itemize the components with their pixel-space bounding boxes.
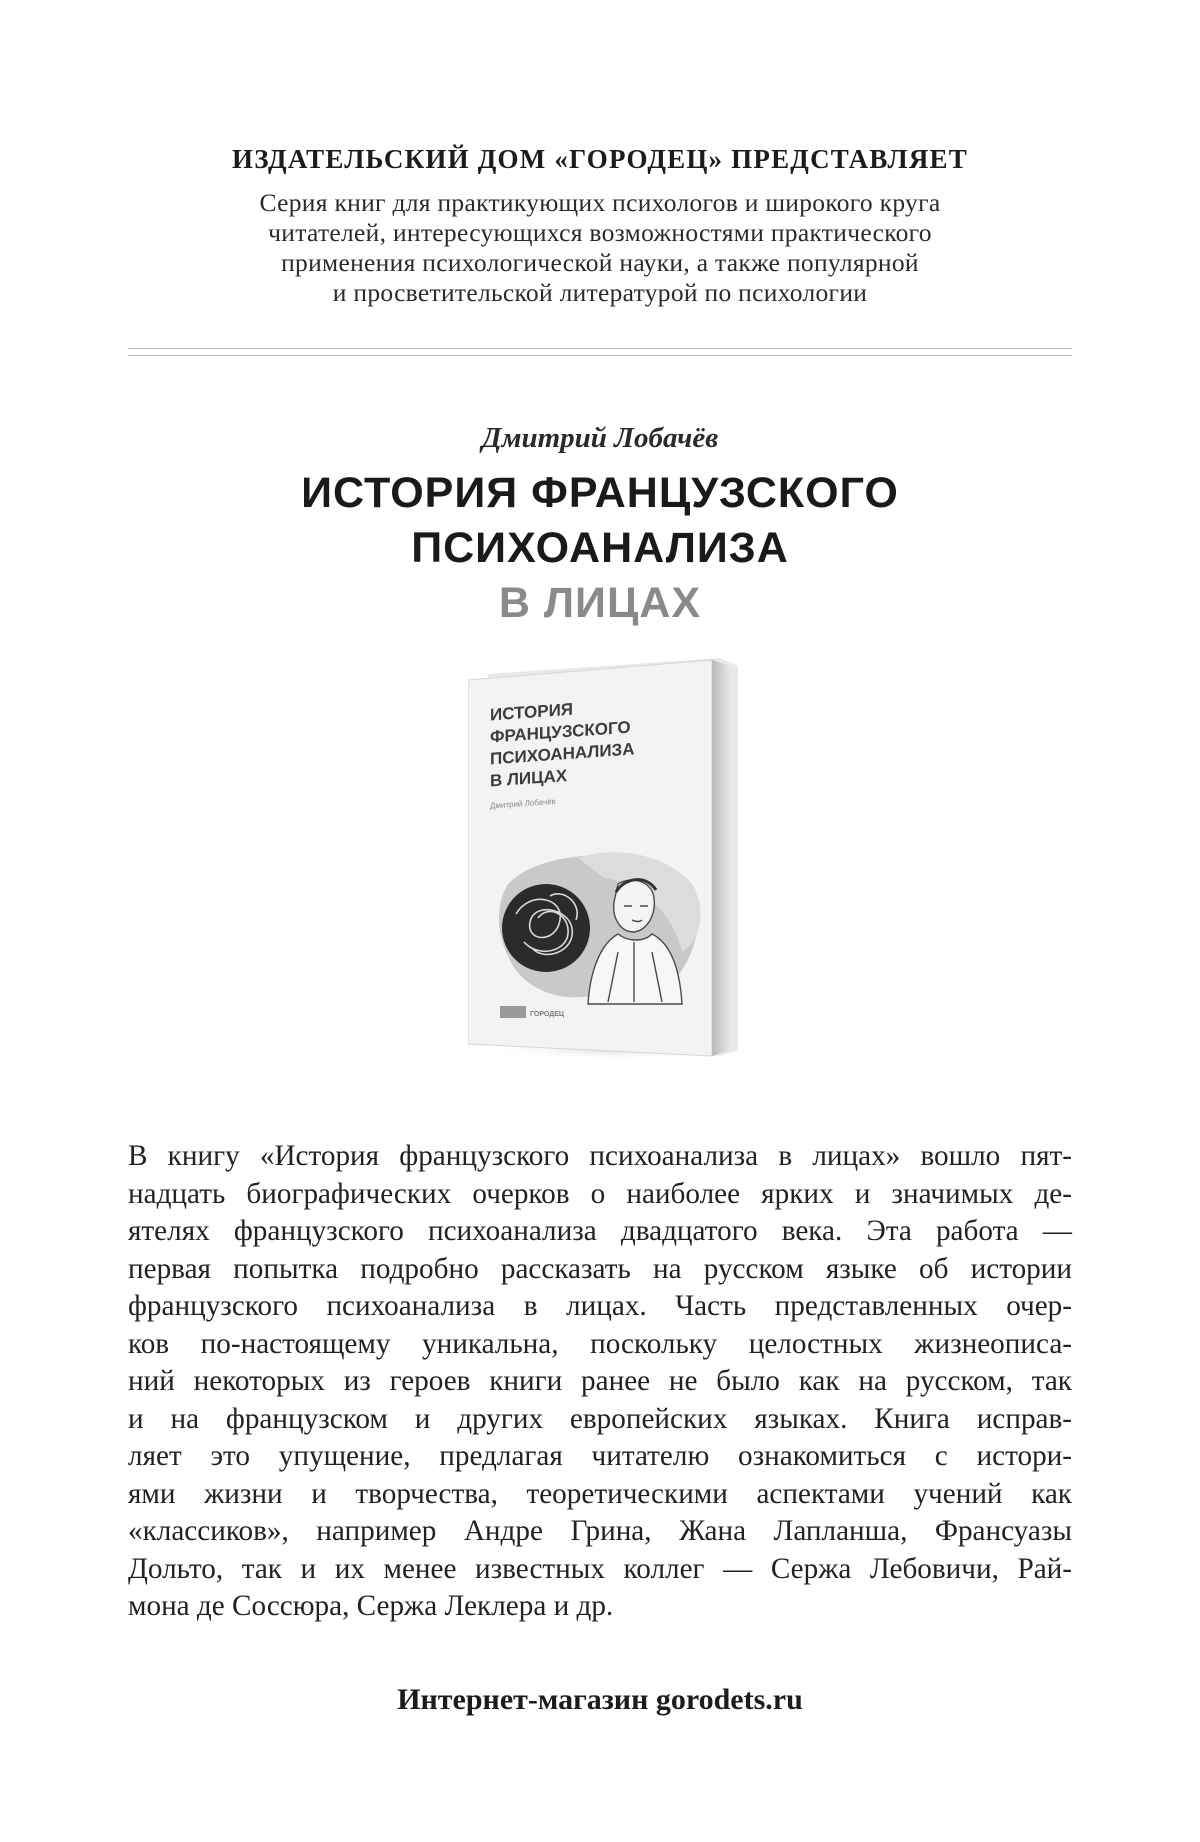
cover-title-line: ИСТОРИЯ	[490, 699, 574, 725]
description-line: ков по-настоящему уникальна, поскольку целостных жизнеописа-	[128, 1327, 1072, 1360]
book-title	[120, 466, 1080, 631]
publisher-header: ИЗДАТЕЛЬСКИЙ ДОМ «ГОРОДЕЦ» ПРЕДСТАВЛЯЕТ	[232, 144, 968, 174]
series-line: и просветительской литературой по психологии	[332, 278, 868, 307]
series-line: применения психологической науки, а также популярной	[281, 248, 919, 277]
description-line: и на французском и других европейских языках. Книга исправ-	[128, 1402, 1072, 1435]
cover-title-line: ФРАНЦУЗСКОГО	[490, 717, 631, 747]
book-cover-illustration	[468, 652, 750, 1064]
series-description	[120, 188, 1080, 308]
description-line: надцать биографических очерков о наиболее ярких и значимых де-	[128, 1177, 1072, 1210]
description-line: «классиков», например Андре Грина, Жана Лапланша, Франсуазы	[128, 1515, 1072, 1547]
description-line: ятелях французского психоанализа двадцатого века. Эта работа —	[128, 1215, 1072, 1247]
description-line: первая попытка подробно рассказать на русском языке об истории	[128, 1252, 1072, 1285]
book-title-line: ИСТОРИЯ ФРАНЦУЗСКОГО	[301, 469, 899, 517]
series-line: читателей, интересующихся возможностями практического	[268, 218, 932, 247]
description-line: ляет это упущение, предлагая читателю ознакомиться с истори-	[128, 1440, 1072, 1472]
description-line: мона де Соссюра, Сержа Леклера и др.	[128, 1590, 614, 1622]
description-line: ний некоторых из героев книги ранее не было как на русском, так	[128, 1365, 1072, 1397]
section-divider	[128, 348, 1072, 356]
series-line: Серия книг для практикующих психологов и широкого круга	[259, 188, 941, 217]
online-shop-link[interactable]: Интернет-магазин gorodets.ru	[397, 1683, 803, 1716]
cover-author: Дмитрий Лобачёв	[490, 796, 556, 811]
cover-title-line: ПСИХОАНАЛИЗА	[490, 739, 635, 769]
description-line: В книгу «История французского психоанализа в лицах» вошло пят-	[128, 1140, 1072, 1172]
book-author: Дмитрий Лобачёв	[481, 422, 719, 454]
description-line: ями жизни и творчества, теоретическими аспектами учений как	[128, 1477, 1072, 1510]
book-title-line: ПСИХОАНАЛИЗА	[411, 524, 789, 572]
book-title-accent: В ЛИЦАХ	[498, 579, 702, 627]
description-line: Дольто, так и их менее известных коллег — Сержа Лебовичи, Рай-	[128, 1552, 1072, 1585]
cover-publisher-mark: ГОРОДЕЦ	[530, 1011, 565, 1018]
description-line: французского психоанализа в лицах. Часть представленных очер-	[128, 1290, 1072, 1322]
book-description	[128, 1138, 1072, 1626]
cover-title-line: В ЛИЦАХ	[490, 766, 568, 791]
